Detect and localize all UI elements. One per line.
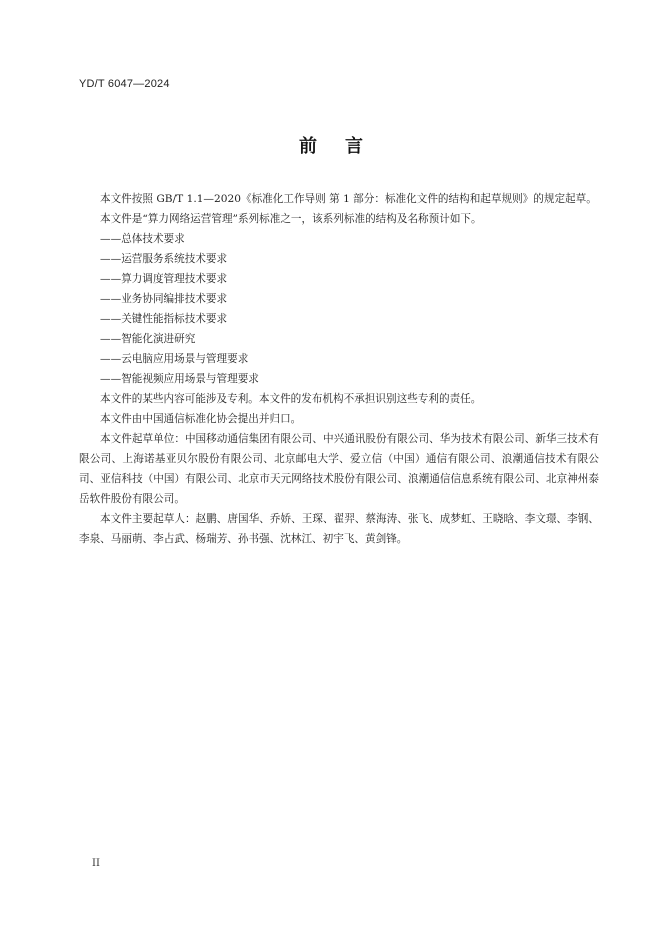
- list-item: ——总体技术要求: [100, 233, 185, 245]
- paragraph-drafters: 本文件主要起草人：赵鹏、唐国华、乔娇、王琛、翟羿、蔡海涛、张飞、成梦虹、王晓晗、李文璟、李钢、李泉、马丽萌、李占武、杨瑞芳、孙书强、沈林江、初宇飞、黄剑锋。: [79, 513, 599, 545]
- list-item: ——智能视频应用场景与管理要求: [100, 373, 259, 385]
- list-item: ——云电脑应用场景与管理要求: [100, 353, 249, 365]
- foreword-body: [79, 189, 599, 549]
- page-number: II: [92, 858, 100, 869]
- paragraph-patent-notice: 本文件的某些内容可能涉及专利。本文件的发布机构不承担识别这些专利的责任。: [100, 393, 482, 405]
- paragraph-drafting-rules: 本文件按照 GB/T 1.1—2020《标准化工作导则 第 1 部分：标准化文件的结构和起草规则》的规定起草。: [100, 193, 597, 205]
- list-item: ——业务协同编排技术要求: [100, 293, 228, 305]
- series-list: [79, 229, 599, 389]
- list-item: ——算力调度管理技术要求: [100, 273, 228, 285]
- list-item: ——智能化演进研究: [100, 333, 196, 345]
- list-item: ——运营服务系统技术要求: [100, 253, 228, 265]
- paragraph-proposer: 本文件由中国通信标准化协会提出并归口。: [100, 413, 302, 425]
- document-code: YD/T 6047—2024: [79, 78, 170, 90]
- page-title: 前言: [299, 136, 391, 157]
- paragraph-series-intro: 本文件是“算力网络运营管理”系列标准之一，该系列标准的结构及名称预计如下。: [100, 213, 482, 225]
- list-item: ——关键性能指标技术要求: [100, 313, 228, 325]
- paragraph-drafting-units: 本文件起草单位：中国移动通信集团有限公司、中兴通讯股份有限公司、华为技术有限公司、新华三技术有限公司、上海诺基亚贝尔股份有限公司、北京邮电大学、爱立信（中国）通信有限公司、浪潮通信技术有限公司、亚信科技（中国）有限公司、北京市天元网络技术股份有限公司、浪潮通信信息系统有限公司、北京神州泰岳软件股份有限公司。: [79, 433, 599, 505]
